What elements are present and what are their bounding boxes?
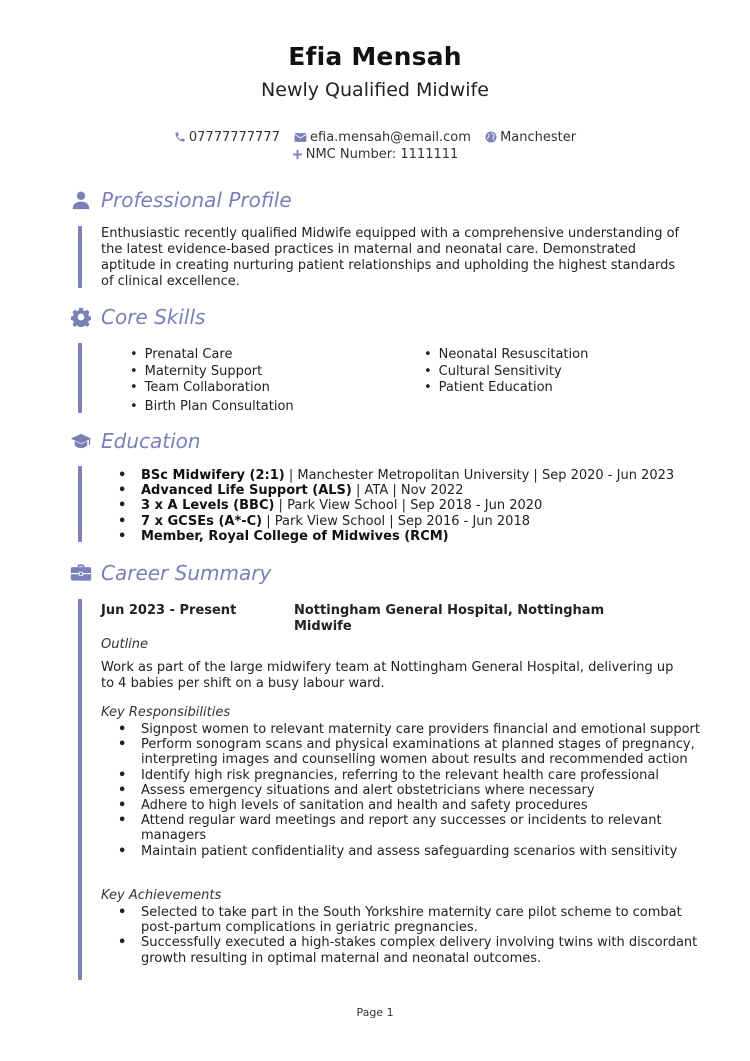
achievements-list — [101, 905, 701, 966]
skills-column-left — [130, 347, 294, 415]
responsibility-item: • Assess emergency situations and alert obstetricians where necessary — [101, 783, 701, 798]
skill-item: • Patient Education — [424, 380, 588, 397]
responsibility-item: • Perform sonogram scans and physical examinations at planned stages of pregnancy, interpreting images and counselling women about results and recommended action — [101, 737, 701, 767]
email-text: efia.mensah@email.com — [310, 130, 471, 145]
responsibility-item: • Identify high risk pregnancies, referring to the relevant health care professional — [101, 768, 701, 783]
contact-nmc — [292, 146, 459, 163]
location-text: Manchester — [500, 130, 577, 145]
education-item — [101, 468, 701, 483]
nmc-text: NMC Number: 1111111 — [305, 147, 459, 162]
candidate-name: Efia Mensah — [288, 42, 462, 71]
section-title: Career Summary — [101, 561, 272, 585]
skill-item: • Prenatal Care — [130, 347, 294, 364]
briefcase-icon — [70, 562, 92, 584]
skill-item: • Neonatal Resuscitation — [424, 347, 588, 364]
education-item — [101, 529, 701, 544]
responsibility-item: • Attend regular ward meetings and report any successes or incidents to relevant managers — [101, 813, 701, 843]
education-details: | Park View School | Sep 2016 - Jun 2018 — [262, 513, 530, 529]
section-title: Core Skills — [101, 305, 206, 329]
education-qualification: BSc Midwifery (2:1) — [141, 468, 285, 483]
section-bar — [78, 599, 82, 980]
section-career-heading — [70, 561, 271, 585]
responsibility-item: • Adhere to high levels of sanitation and health and safety procedures — [101, 798, 701, 813]
responsibility-item: • Maintain patient confidentiality and assess safeguarding scenarios with sensitivity — [101, 844, 701, 859]
globe-icon — [485, 131, 497, 143]
gear-icon — [70, 306, 92, 328]
achievement-item: • Selected to take part in the South Yorkshire maternity care pilot scheme to combat post-partum complications in geriatric pregnancies. — [101, 905, 701, 935]
section-skills-heading — [70, 305, 205, 329]
section-education-heading — [70, 429, 201, 453]
phone-icon — [174, 131, 186, 143]
section-profile-heading — [70, 188, 292, 212]
resume-header — [0, 42, 750, 101]
education-qualification: Advanced Life Support (ALS) — [141, 483, 352, 499]
contact-info — [0, 129, 750, 163]
responsibilities-list — [101, 722, 701, 859]
education-list — [101, 468, 701, 544]
education-details: | ATA | Nov 2022 — [351, 483, 464, 499]
plus-icon — [292, 149, 303, 160]
section-bar — [78, 466, 82, 542]
job-employer: Nottingham General Hospital, Nottingham — [294, 603, 605, 618]
contact-email — [294, 129, 471, 146]
responsibilities-label: Key Responsibilities — [101, 705, 231, 720]
achievement-item: • Successfully executed a high-stakes complex delivery involving twins with discordant growth resulting in optimal maternal and neonatal outcomes. — [101, 935, 701, 965]
skill-item: • Maternity Support — [130, 364, 294, 381]
outline-label: Outline — [101, 637, 149, 652]
section-title: Professional Profile — [101, 188, 292, 212]
section-bar — [78, 343, 82, 413]
education-item — [101, 483, 701, 498]
skills-list — [130, 347, 690, 417]
contact-phone — [174, 129, 280, 146]
section-title: Education — [101, 429, 201, 453]
contact-location — [485, 129, 576, 146]
job-dates: Jun 2023 - Present — [101, 603, 237, 618]
achievements-label: Key Achievements — [101, 888, 222, 903]
skill-item: • Birth Plan Consultation — [130, 399, 294, 416]
graduation-cap-icon — [70, 430, 92, 452]
job-title: Newly Qualified Midwife — [261, 79, 489, 101]
job-outline: Work as part of the large midwifery team at Nottingham General Hospital, delivering up to 4 babies per shift on a busy labour ward. — [101, 660, 674, 691]
profile-text: Enthusiastic recently qualified Midwife equipped with a comprehensive understanding of the latest evidence-based practices in maternal and neonatal care. Demonstrated aptitude in creating nurturing patient relationships and upholding the highest standards of clinical excellence. — [101, 226, 680, 289]
education-qualification: 3 x A Levels (BBC) — [141, 498, 275, 514]
education-qualification: Member, Royal College of Midwives (RCM) — [141, 528, 449, 544]
education-details: | Park View School | Sep 2018 - Jun 2020 — [274, 498, 543, 514]
education-details: | Manchester Metropolitan University | Sep 2020 - Jun 2023 — [284, 468, 675, 483]
phone-text: 07777777777 — [188, 130, 280, 145]
skills-column-right — [424, 347, 588, 397]
envelope-icon — [294, 132, 307, 143]
education-item — [101, 514, 701, 529]
skill-item: • Team Collaboration — [130, 380, 294, 397]
user-icon — [70, 189, 92, 211]
responsibility-item: • Signpost women to relevant maternity care providers financial and emotional support — [101, 722, 701, 737]
job-role: Midwife — [294, 618, 352, 634]
page-number: Page 1 — [356, 1006, 394, 1019]
education-item — [101, 498, 701, 513]
skill-item: • Cultural Sensitivity — [424, 364, 588, 381]
section-bar — [78, 226, 82, 288]
education-qualification: 7 x GCSEs (A*-C) — [141, 513, 263, 529]
